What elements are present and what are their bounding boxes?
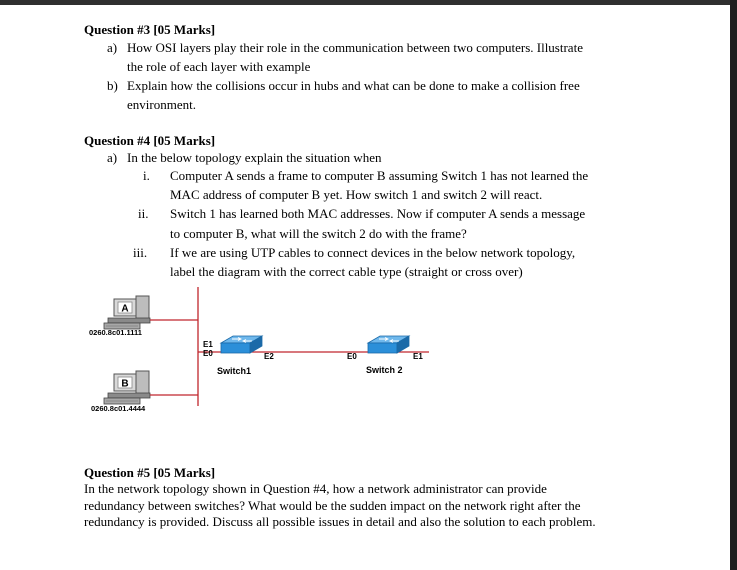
switch1-port-e0: E0: [203, 349, 213, 358]
q3-a-line2: the role of each layer with example: [127, 59, 311, 74]
q4-i-marker: i.: [143, 168, 150, 183]
q3-b-marker: b): [107, 78, 118, 93]
q5-line2: redundancy between switches? What would be the sudden impact on the network right after the: [84, 498, 581, 513]
switch2-port-e0: E0: [347, 352, 357, 361]
switch2-icon: [368, 336, 409, 353]
q4-heading: Question #4 [05 Marks]: [84, 133, 216, 148]
switch1-port-e2: E2: [264, 352, 274, 361]
q4-ii-line2: to computer B, what will the switch 2 do with the frame?: [170, 226, 467, 241]
switch1-name: Switch1: [217, 366, 252, 376]
q4-ii-line1: Switch 1 has learned both MAC addresses. Now if computer A sends a message: [170, 206, 586, 221]
q4-iii-marker: iii.: [133, 245, 148, 260]
q4-i-line1: Computer A sends a frame to computer B assuming Switch 1 has not learned the: [170, 168, 589, 183]
q3-heading: Question #3 [05 Marks]: [84, 22, 216, 37]
q3-a-marker: a): [107, 40, 118, 55]
q3-b-line1: Explain how the collisions occur in hubs and what can be done to make a collision free: [127, 78, 580, 93]
switch1-port-e1: E1: [203, 340, 213, 349]
q4-i-line2: MAC address of computer B yet. How switch 1 and switch 2 will react.: [170, 187, 543, 202]
switch2-name: Switch 2: [366, 365, 403, 375]
switch1-icon: [221, 336, 262, 353]
computer-a-label: A: [121, 303, 129, 315]
q4-iii-line1: If we are using UTP cables to connect devices in the below network topology,: [170, 245, 576, 260]
computer-a-mac: 0260.8c01.1111: [89, 328, 142, 337]
q5-line1: In the network topology shown in Question #4, how a network administrator can provide: [84, 481, 547, 496]
computer-b-mac: 0260.8c01.4444: [91, 404, 146, 413]
q5-line3: redundancy is provided. Discuss all possible issues in detail and also the solution to each problem.: [84, 514, 596, 529]
q4-a-text: In the below topology explain the situation when: [127, 150, 382, 165]
q3-a-line1: How OSI layers play their role in the communication between two computers. Illustrate: [127, 40, 583, 55]
q4-a-marker: a): [107, 150, 118, 165]
q3-b-line2: environment.: [127, 97, 196, 112]
computer-b-label: B: [121, 378, 129, 390]
q5-heading: Question #5 [05 Marks]: [84, 465, 216, 480]
q4-iii-line2: label the diagram with the correct cable type (straight or cross over): [170, 264, 523, 279]
q4-ii-marker: ii.: [138, 206, 149, 221]
switch2-port-e1: E1: [413, 352, 423, 361]
